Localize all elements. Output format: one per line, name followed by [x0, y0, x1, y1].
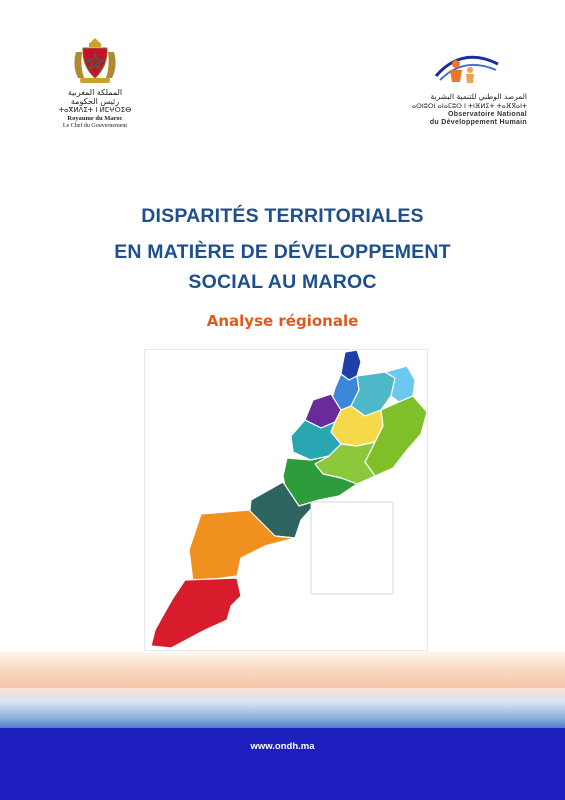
decorative-band-blue: [0, 688, 565, 728]
ondh-arabic-name: المرصد الوطني للتنمية البشرية: [430, 92, 527, 101]
royal-coat-of-arms-icon: [66, 36, 124, 88]
government-arabic-title: رئيس الحكومة: [70, 97, 120, 106]
ondh-french-name-line2: du Développement Humain: [429, 119, 527, 126]
decorative-band-peach: [0, 652, 565, 688]
subtitle: Analyse régionale: [206, 312, 359, 330]
government-french-title: Le Chef du Gouvernement: [62, 123, 128, 129]
footer-band: [0, 728, 565, 800]
morocco-regions-map: [145, 350, 427, 650]
region-dakhla: [151, 578, 241, 648]
government-french-name: Royaume du Maroc: [67, 115, 123, 122]
ondh-french-name-line1: Observatoire National: [447, 111, 527, 118]
government-arabic-name: المملكة المغربية: [67, 88, 123, 97]
ondh-logo: [402, 50, 527, 127]
website-link[interactable]: www.ondh.ma: [250, 741, 315, 752]
title-line-2: EN MATIÈRE DE DÉVELOPPEMENT: [114, 241, 451, 263]
regional-map: [144, 349, 428, 651]
government-tifinagh-name: ⵜⴰⴳⵍⴷⵉⵜ ⵏ ⵍⵎⵖⵔⵉⴱ: [58, 106, 132, 114]
ondh-emblem-icon: [432, 50, 500, 90]
government-logo: [40, 36, 150, 130]
title-line-3: SOCIAL AU MAROC: [188, 271, 377, 293]
title-line-1: DISPARITÉS TERRITORIALES: [141, 205, 424, 227]
map-inset-box: [311, 502, 393, 594]
ondh-tifinagh-name: ⴰⵙⵏⵓⵔⵏ ⴰⵏⴰⵎⵓⵔ ⵏ ⵜⵏⴼⵍⵉⵜ ⵜⴰⴼⴳⴰⵏⵜ: [411, 102, 527, 110]
